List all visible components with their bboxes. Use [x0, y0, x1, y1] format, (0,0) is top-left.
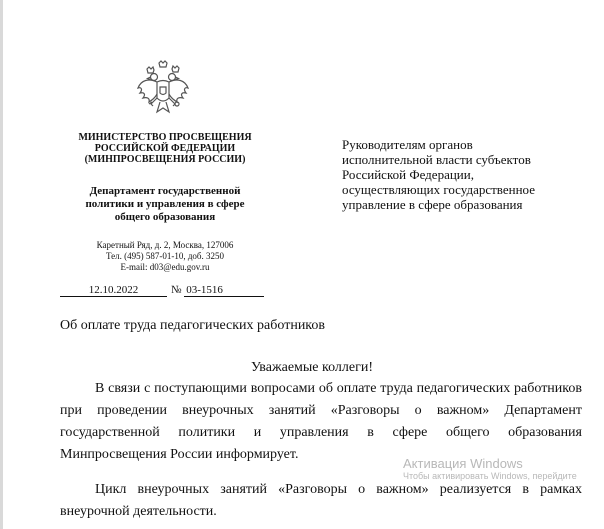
registration-number: 03-1516: [184, 284, 264, 297]
ministry-line-3: (МИНПРОСВЕЩЕНИЯ РОССИИ): [84, 154, 246, 165]
sender-phone: Тел. (495) 587-01-10, доб. 3250: [105, 251, 225, 261]
recipient-line-5: управление в сфере образования: [342, 197, 523, 212]
sender-contacts: [50, 240, 280, 273]
department-line-2: политики и управления в сфере: [85, 198, 245, 210]
letter-subject: Об оплате труда педагогических работников: [60, 318, 326, 333]
ministry-line-2: РОССИЙСКОЙ ФЕДЕРАЦИИ: [94, 143, 236, 154]
registration-number-label: №: [171, 284, 182, 296]
recipient-line-3: Российской Федерации,: [342, 167, 474, 182]
recipient-line-2: исполнительной власти субъектов: [342, 152, 531, 167]
body-paragraph-1: В связи с поступающими вопросами об оплате труда педагогических работников при проведении внеурочных занятий «Разговоры о важном» Департамент государственной политики и управления в сфере общего образования Минпросвещения России информирует.: [60, 381, 582, 462]
body-paragraph-2: Цикл внеурочных занятий «Разговоры о важном» реализуется в рамках внеурочной деятельности.: [60, 482, 582, 519]
sender-email: E-mail: d03@edu.gov.ru: [120, 262, 210, 272]
recipient-line-4: осуществляющих государственное: [342, 182, 535, 197]
registration-line: [60, 284, 264, 297]
coat-of-arms-emblem: [135, 60, 191, 122]
department-line-3: общего образования: [114, 211, 216, 223]
windows-activation-watermark: [403, 456, 577, 482]
department-line-1: Департамент государственной: [89, 185, 241, 197]
watermark-subtitle: Чтобы активировать Windows, перейдите: [403, 471, 577, 481]
sender-address: Каретный Ряд, д. 2, Москва, 127006: [96, 240, 234, 250]
page-left-edge: [0, 0, 3, 529]
recipient-line-1: Руководителям органов: [342, 137, 473, 152]
ministry-name: [50, 132, 280, 165]
letter-greeting: Уважаемые коллеги!: [250, 360, 374, 375]
registration-date: 12.10.2022: [60, 284, 167, 297]
department-name: [50, 185, 280, 224]
recipient-block: [342, 137, 592, 212]
watermark-title: Активация Windows: [403, 456, 523, 471]
ministry-line-1: МИНИСТЕРСТВО ПРОСВЕЩЕНИЯ: [78, 132, 252, 143]
